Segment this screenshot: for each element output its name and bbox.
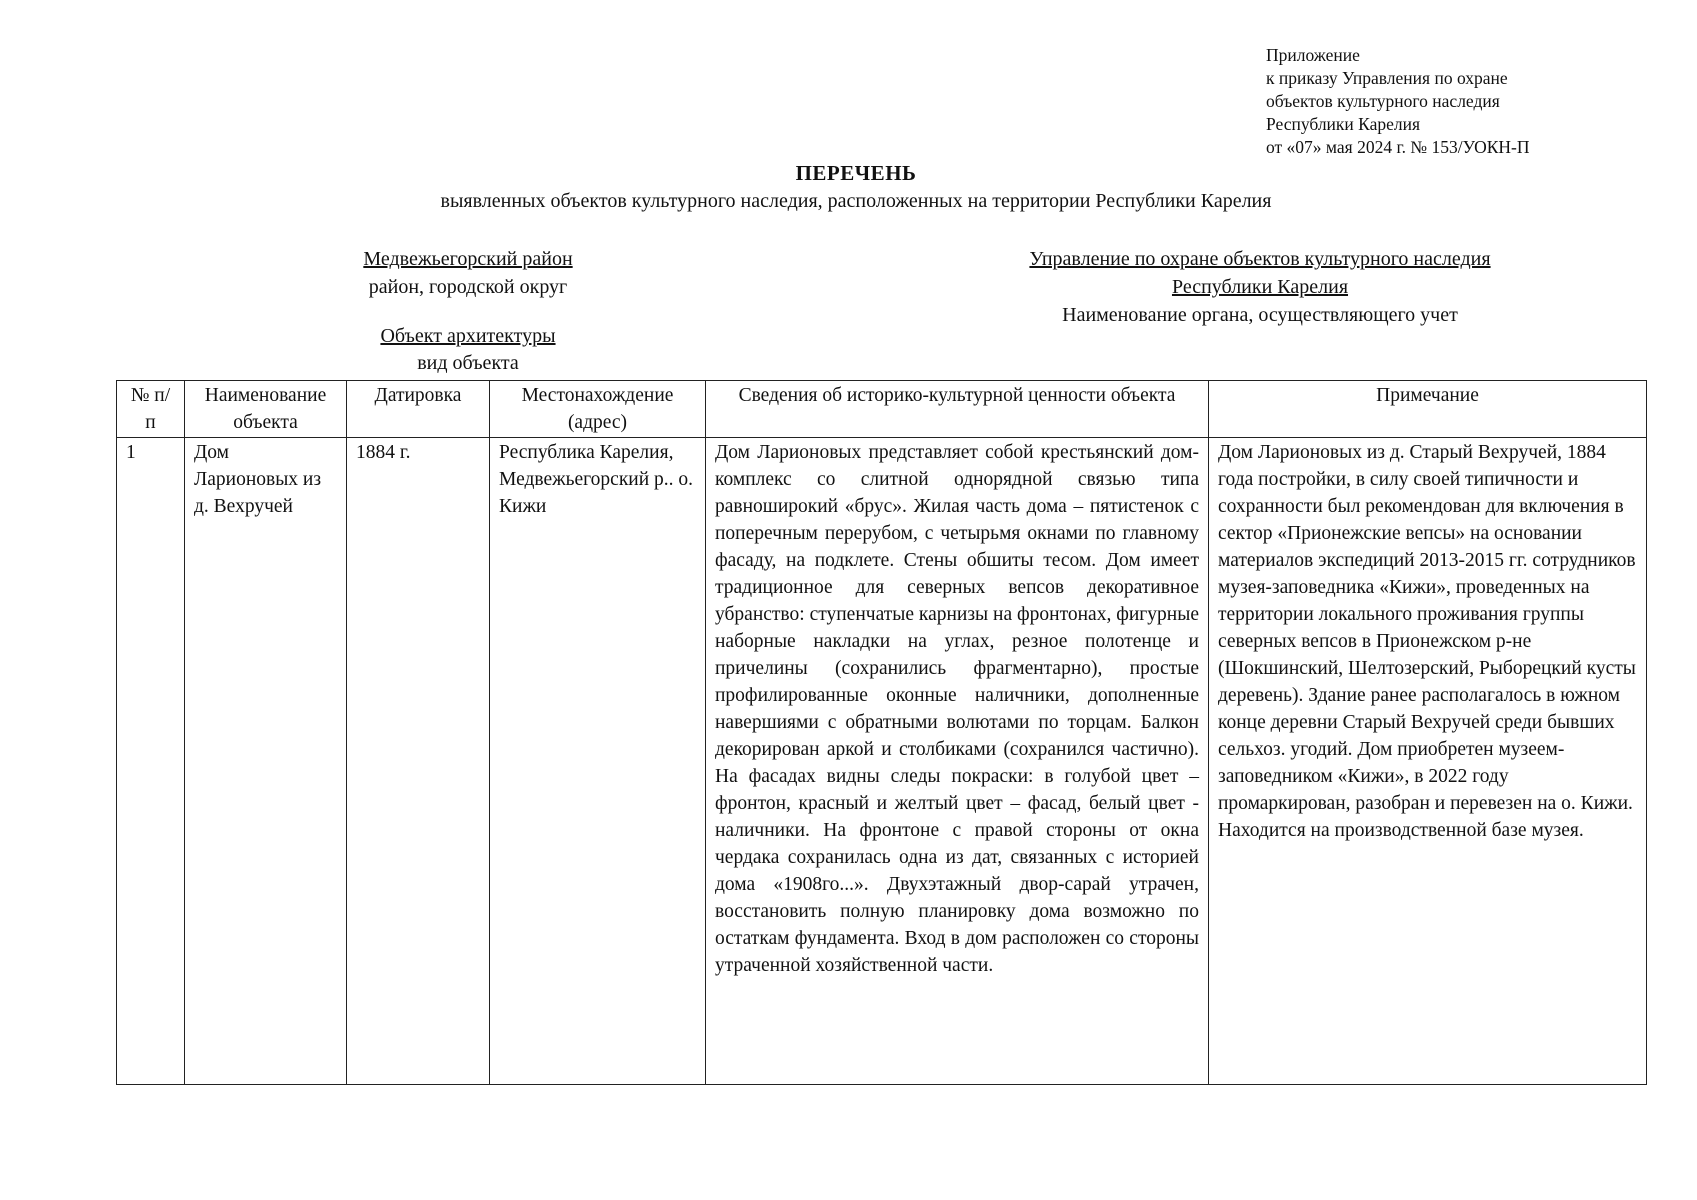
- object-type-caption: вид объекта: [417, 352, 519, 374]
- header-num: № п/п: [117, 381, 185, 438]
- appendix-line: Республики Карелия: [1266, 114, 1421, 134]
- appendix-line: от «07» мая 2024 г. № 153/УОКН-П: [1266, 137, 1530, 157]
- cell-note: Дом Ларионовых из д. Старый Вехручей, 1884 года постройки, в силу своей типичности и сохранности был рекомендован для включения в сектор «Прионежские вепсы» на основании материалов экспедиций 2013-2015 гг. сотрудников музея-заповедника «Кижи», проведенных на территории локального проживания группы северных вепсов в Прионежском р-не (Шокшинский, Шелтозерский, Рыборецкий кусты деревень). Здание ранее располагалось в южном конце деревни Старый Вехручей среди бывших сельхоз. угодий. Дом приобретен музеем-заповедником «Кижи», в 2022 году промаркирован, разобран и перевезен на о. Кижи. Находится на производственной базе музея.: [1209, 438, 1647, 1085]
- appendix-header: [1266, 44, 1666, 159]
- authority-block: [940, 245, 1580, 329]
- cell-name: Дом Ларионовых из д. Вехручей: [185, 438, 347, 1085]
- cell-value: Дом Ларионовых представляет собой крестьянский дом-комплекс со слитной однорядной связью типа равноширокий «брус». Жилая часть дома – пятистенок с поперечным перерубом, с четырьмя окнами по главному фасаду, на подклете. Стены обшиты тесом. Дом имеет традиционное для северных вепсов декоративное убранство: ступенчатые карнизы на фронтонах, фигурные наборные накладки на углах, резное полотенце и причелины (сохранились фрагментарно), простые профилированные оконные наличники, дополненные навершиями с обратными волютами по торцам. Балкон декорирован аркой и столбиками (сохранился частично). На фасадах видны следы покраски: в голубой цвет – фронтон, красный и желтый цвет – фасад, белый цвет - наличники. На фронтоне с правой стороны от окна чердака сохранилась одна из дат, связанных с историей дома «1908го...». Двухэтажный двор-сарай утрачен, восстановить полную планировку дома возможно по остаткам фундамента. Вход в дом расположен со стороны утраченной хозяйственной части.: [706, 438, 1209, 1085]
- table-body: [117, 438, 1647, 1085]
- district-caption: район, городской округ: [368, 276, 568, 298]
- header-note: Примечание: [1209, 381, 1647, 438]
- object-type-value: Объект архитектуры: [380, 325, 556, 347]
- table-row: [117, 438, 1647, 1085]
- document-title: ПЕРЕЧЕНЬ: [795, 161, 917, 185]
- registry-table: [116, 380, 1647, 1085]
- cell-num: 1: [117, 438, 185, 1085]
- cell-date: 1884 г.: [347, 438, 490, 1085]
- document-subtitle: выявленных объектов культурного наследия, расположенных на территории Республики Карелия: [440, 190, 1272, 212]
- appendix-line: объектов культурного наследия: [1266, 91, 1500, 111]
- authority-caption: Наименование органа, осуществляющего учет: [1062, 304, 1458, 326]
- appendix-line: Приложение: [1266, 45, 1360, 65]
- authority-value-line2: Республики Карелия: [1171, 276, 1349, 298]
- object-type-block: [318, 323, 618, 377]
- table-header: [117, 381, 1647, 438]
- district-block: [318, 245, 618, 301]
- header-location: Местонахождение (адрес): [490, 381, 706, 438]
- table-header-row: [117, 381, 1647, 438]
- appendix-line: к приказу Управления по охране: [1266, 68, 1508, 88]
- cell-location: Республика Карелия, Медвежьегорский р.. о. Кижи: [490, 438, 706, 1085]
- authority-value-line1: Управление по охране объектов культурного наследия: [1029, 248, 1491, 270]
- district-value: Медвежьегорский район: [363, 248, 573, 270]
- header-date: Датировка: [347, 381, 490, 438]
- header-value: Сведения об историко-культурной ценности объекта: [706, 381, 1209, 438]
- header-name: Наименование объекта: [185, 381, 347, 438]
